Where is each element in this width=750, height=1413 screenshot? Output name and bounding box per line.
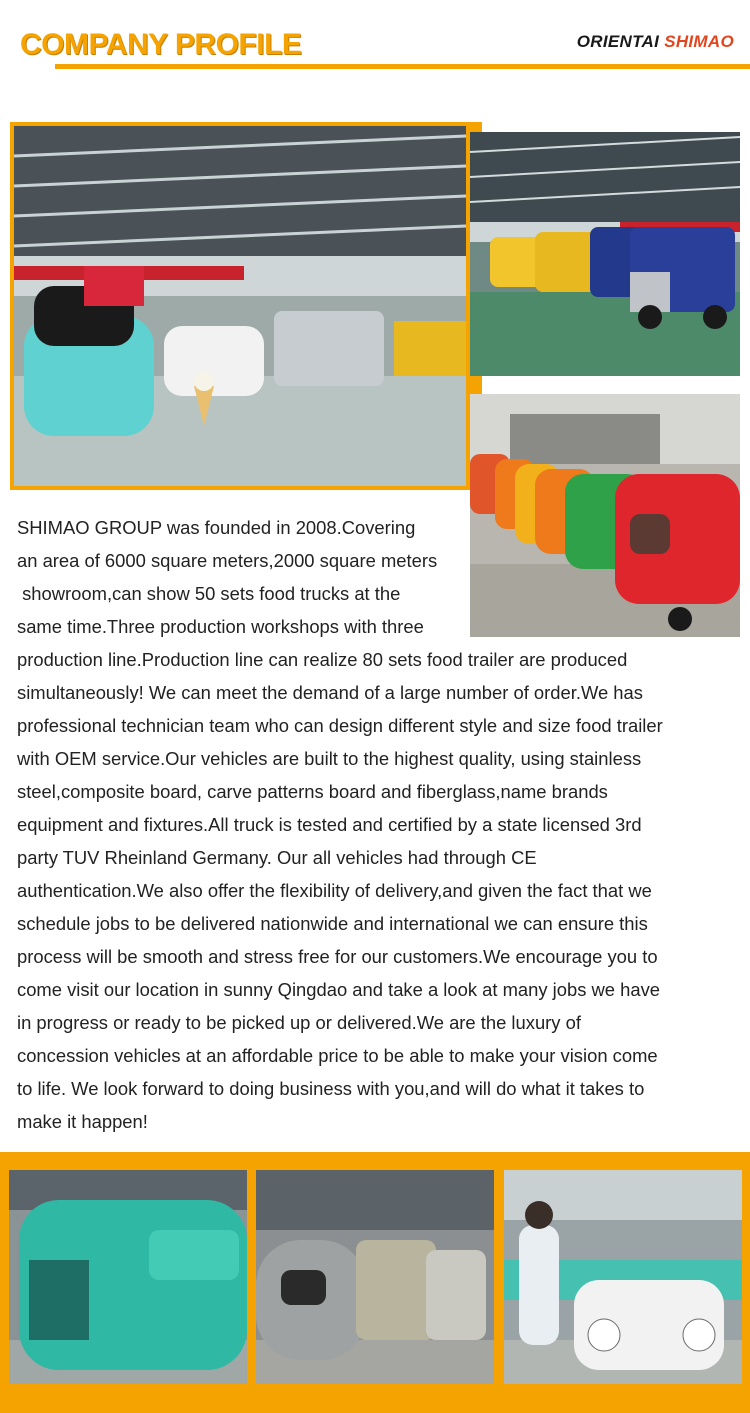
description-line: to life. We look forward to doing business with you,and will do what it takes to xyxy=(17,1078,645,1099)
worker-assembling-van-photo xyxy=(504,1170,742,1384)
description-line: authentication.We also offer the flexibility of delivery,and given the fact that we xyxy=(17,880,652,901)
airstream-step-vans-photo xyxy=(256,1170,494,1384)
description-line: production line.Production line can realize 80 sets food trailer are produced xyxy=(17,649,628,670)
brand-name-accent: SHIMAO xyxy=(664,32,734,51)
header-rule xyxy=(55,64,750,69)
description-line: schedule jobs to be delivered nationwide and international we can ensure this xyxy=(17,913,648,934)
description-line: party TUV Rheinland Germany. Our all vehicles had through CE xyxy=(17,847,537,868)
description-line: process will be smooth and stress free for our customers.We encourage you to xyxy=(17,946,658,967)
description-line: SHIMAO GROUP was founded in 2008.Covering xyxy=(17,517,416,538)
description-line: equipment and fixtures.All truck is tested and certified by a state licensed 3rd xyxy=(17,814,642,835)
description-line: an area of 6000 square meters,2000 square meters xyxy=(17,550,438,571)
description-line: in progress or ready to be picked up or delivered.We are the luxury of xyxy=(17,1012,581,1033)
company-description xyxy=(17,511,717,1138)
teal-van-body-photo xyxy=(9,1170,247,1384)
description-line: professional technician team who can design different style and size food trailer xyxy=(17,715,663,736)
description-line: showroom,can show 50 sets food trucks at the xyxy=(17,583,401,604)
description-line: same time.Three production workshops with three xyxy=(17,616,424,637)
description-line: come visit our location in sunny Qingdao and take a look at many jobs we have xyxy=(17,979,661,1000)
workshop-vintage-trucks-photo xyxy=(470,132,740,376)
factory-hall-food-trucks-photo xyxy=(14,126,466,486)
description-line: concession vehicles at an affordable price to be able to make your vision come xyxy=(17,1045,658,1066)
page-title: COMPANY PROFILE xyxy=(20,28,302,61)
description-line: with OEM service.Our vehicles are built to the highest quality, using stainless xyxy=(17,748,642,769)
description-line: make it happen! xyxy=(17,1111,148,1132)
description-line: simultaneously! We can meet the demand of a large number of order.We has xyxy=(17,682,643,703)
description-line: steel,composite board, carve patterns board and fiberglass,name brands xyxy=(17,781,608,802)
brand-name: ORIENTAI xyxy=(576,32,660,51)
brand-logo xyxy=(577,32,734,52)
